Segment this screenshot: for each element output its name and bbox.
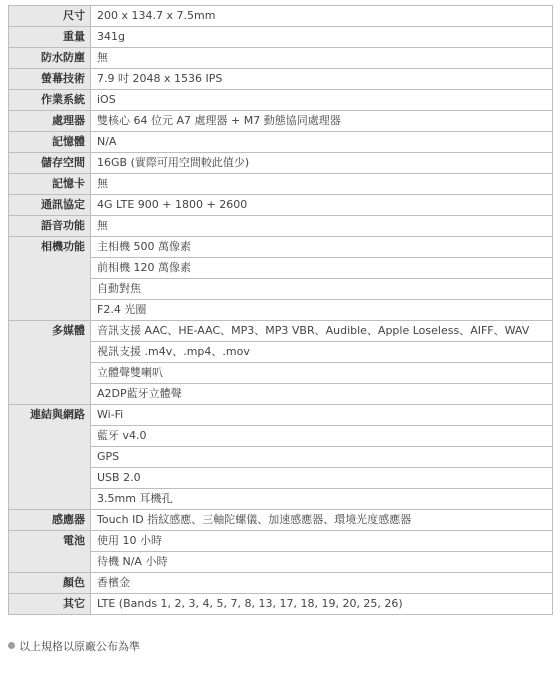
spec-value: 4G LTE 900 + 1800 + 2600 — [91, 195, 553, 216]
bullet-icon — [8, 642, 15, 649]
spec-label: 相機功能 — [9, 237, 91, 321]
spec-value: 雙核心 64 位元 A7 處理器 + M7 動態協同處理器 — [91, 111, 553, 132]
spec-row — [9, 258, 553, 279]
spec-label: 記憶卡 — [9, 174, 91, 195]
spec-row — [9, 237, 553, 258]
spec-row — [9, 552, 553, 573]
spec-label: 連結與網路 — [9, 405, 91, 510]
spec-row — [9, 27, 553, 48]
spec-label: 記憶體 — [9, 132, 91, 153]
spec-label: 儲存空間 — [9, 153, 91, 174]
spec-value: 藍牙 v4.0 — [91, 426, 553, 447]
spec-value: 無 — [91, 216, 553, 237]
spec-row — [9, 216, 553, 237]
spec-value: F2.4 光圈 — [91, 300, 553, 321]
spec-label: 螢幕技術 — [9, 69, 91, 90]
spec-row — [9, 489, 553, 510]
spec-table-body — [9, 6, 553, 615]
spec-value: 7.9 吋 2048 x 1536 IPS — [91, 69, 553, 90]
spec-row — [9, 48, 553, 69]
spec-row — [9, 279, 553, 300]
spec-value: 3.5mm 耳機孔 — [91, 489, 553, 510]
spec-value: GPS — [91, 447, 553, 468]
spec-label: 作業系統 — [9, 90, 91, 111]
spec-row — [9, 405, 553, 426]
spec-value: LTE (Bands 1, 2, 3, 4, 5, 7, 8, 13, 17, 18, 19, 20, 25, 26) — [91, 594, 553, 615]
spec-row — [9, 111, 553, 132]
spec-value: 音訊支援 AAC、HE-AAC、MP3、MP3 VBR、Audible、Apple Loseless、AIFF、WAV — [91, 321, 553, 342]
spec-row — [9, 300, 553, 321]
spec-row — [9, 342, 553, 363]
spec-label: 處理器 — [9, 111, 91, 132]
spec-row — [9, 363, 553, 384]
footnote-text: 以上規格以原廠公布為準 — [19, 640, 140, 653]
spec-label: 其它 — [9, 594, 91, 615]
spec-row — [9, 447, 553, 468]
spec-value: 使用 10 小時 — [91, 531, 553, 552]
spec-label: 語音功能 — [9, 216, 91, 237]
spec-value: Wi-Fi — [91, 405, 553, 426]
spec-value: 待機 N/A 小時 — [91, 552, 553, 573]
spec-row — [9, 69, 553, 90]
spec-label: 顏色 — [9, 573, 91, 594]
spec-label: 防水防塵 — [9, 48, 91, 69]
spec-value: A2DP藍牙立體聲 — [91, 384, 553, 405]
spec-row — [9, 426, 553, 447]
spec-label: 通訊協定 — [9, 195, 91, 216]
spec-row — [9, 384, 553, 405]
spec-table — [8, 5, 553, 615]
spec-value: 16GB (實際可用空間較此值少) — [91, 153, 553, 174]
spec-value: 視訊支援 .m4v、.mp4、.mov — [91, 342, 553, 363]
spec-row — [9, 195, 553, 216]
spec-row — [9, 90, 553, 111]
spec-row — [9, 132, 553, 153]
spec-row — [9, 174, 553, 195]
spec-row — [9, 6, 553, 27]
spec-row — [9, 321, 553, 342]
spec-value: 香檳金 — [91, 573, 553, 594]
spec-value: 主相機 500 萬像素 — [91, 237, 553, 258]
spec-value: 200 x 134.7 x 7.5mm — [91, 6, 553, 27]
spec-label: 多媒體 — [9, 321, 91, 405]
spec-row — [9, 510, 553, 531]
spec-value: iOS — [91, 90, 553, 111]
spec-row — [9, 573, 553, 594]
spec-row — [9, 531, 553, 552]
spec-value: 341g — [91, 27, 553, 48]
spec-value: N/A — [91, 132, 553, 153]
spec-label: 電池 — [9, 531, 91, 573]
spec-value: 無 — [91, 174, 553, 195]
spec-value: 前相機 120 萬像素 — [91, 258, 553, 279]
spec-value: USB 2.0 — [91, 468, 553, 489]
footnote — [8, 638, 140, 654]
spec-row — [9, 594, 553, 615]
spec-row — [9, 153, 553, 174]
spec-value: 無 — [91, 48, 553, 69]
spec-label: 重量 — [9, 27, 91, 48]
spec-row — [9, 468, 553, 489]
spec-value: 自動對焦 — [91, 279, 553, 300]
spec-label: 尺寸 — [9, 6, 91, 27]
spec-label: 感應器 — [9, 510, 91, 531]
spec-value: 立體聲雙喇叭 — [91, 363, 553, 384]
spec-value: Touch ID 指紋感應、三軸陀螺儀、加速感應器、環境光度感應器 — [91, 510, 553, 531]
